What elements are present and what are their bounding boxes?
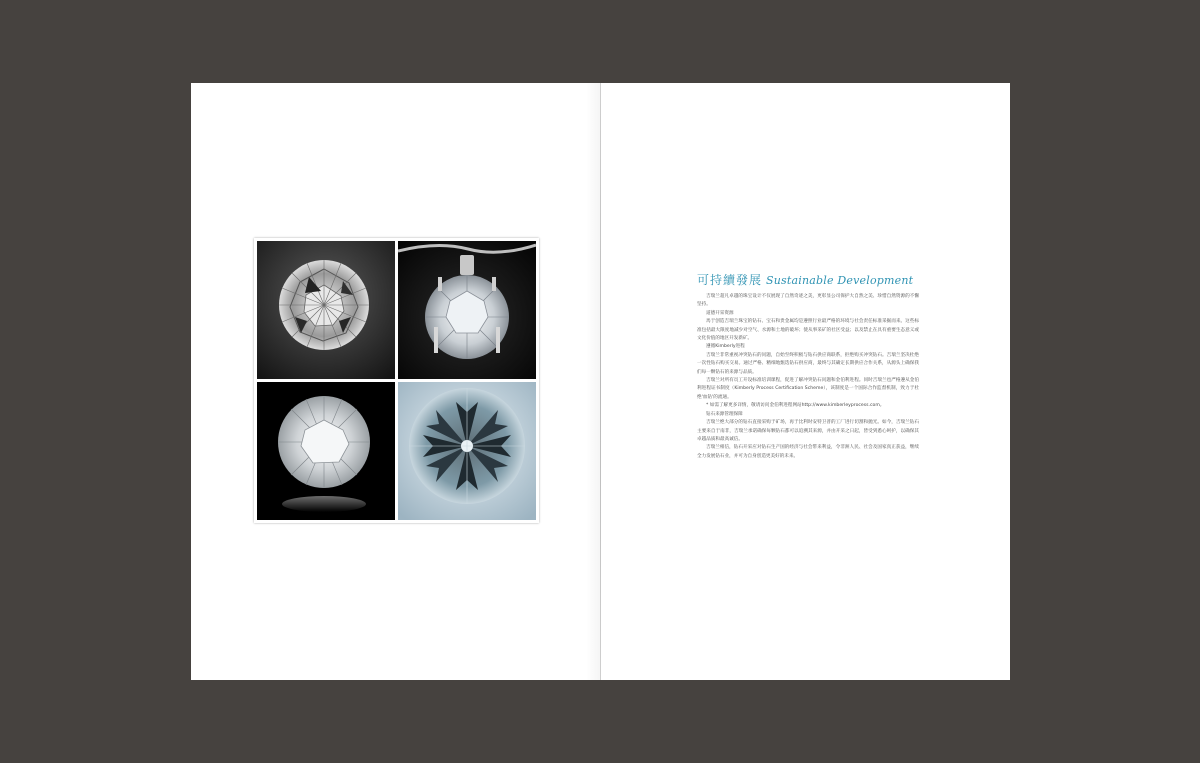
title-english: Sustainable Development [766, 274, 914, 287]
ethical-sourcing-paragraph: 馬于创造吉瑞兰珠宝的钻石、宝石和贵金属均是遵照行业最严格的环境与社会责任标准采掘而来。这些标准包括最大限度地减少对空气、水源和土地的破坏；使从事采矿的社区受益；以及禁止在具有重要生态意义或文化价值的地区开发新矿。 [697, 319, 919, 342]
title-chinese: 可持續發展 [697, 273, 763, 287]
conflict-diamonds-paragraph: 吉瑞兰非常重视冲突钻石的问题，自始至终积极与钻石供应商联系，拒绝购买冲突钻石。吉瑞兰坚决杜绝一次性钻石购买交易。通过严格、精细地甄选钻石供应商，最终与其确定长期供应合作关系，从源头上确保我们每一颗钻石的来源与品质。 [697, 352, 919, 375]
gutter-shadow [586, 83, 600, 680]
page-gutter [600, 83, 601, 680]
diamond-hearts-photo [398, 382, 536, 520]
website-note: * 如需了解更多详情，敬请访问金伯利进程网站http://www.kimberleyprocess.com。 [706, 403, 885, 409]
intro-paragraph: 吉瑞兰超凡卓越的珠宝设计不仅展现了自然奇迹之美，更彰显公司保护大自然之美、珍惜自然资源的不懈坚持。 [697, 294, 919, 308]
diamond-photo-grid [254, 238, 539, 523]
certification-paragraph: 吉瑞兰对所有员工开设标准培训课程，促进了解冲突钻石问题和金伯利进程。同时吉瑞兰也严格遵从金伯利进程证书制度（Kimberly Process Certification Scheme），该制度是一个国际合作监督机制，致力于杜绝'血钻'的流通。 [697, 378, 919, 400]
brochure-spread [191, 83, 1010, 680]
article-title [697, 271, 919, 288]
subheading-source-assurance: 钻石来源管理保障 [706, 411, 743, 417]
diamond-reflection-photo [257, 382, 395, 520]
diamond-pendant-photo [398, 241, 536, 379]
subheading-kimberly-process: 遵循Kimberly进程 [706, 344, 745, 350]
subheading-ethical-sourcing: 道德开采资源 [706, 310, 734, 316]
diamond-photo-1 [257, 241, 395, 379]
source-assurance-paragraph: 吉瑞兰绝大部分的钻石直接采购于矿场，再于比利时安特卫普的工厂进行切割和抛光。如今，吉瑞兰钻石主要来自于南非，吉瑞兰承诺确保每颗钻石都可以追溯其来源，并由开采之日起，皆受到悉心呵护，以确保其卓越品质和最高诚信。 [697, 420, 919, 442]
closing-paragraph: 吉瑞兰相信，钻石开采应对钻石生产国的经济与社会带来利益，令非洲人民、社会及国家真正获益，继续全力发展钻石业，并可为自身创造更美好的未来。 [697, 445, 919, 459]
sustainability-article [697, 271, 919, 461]
